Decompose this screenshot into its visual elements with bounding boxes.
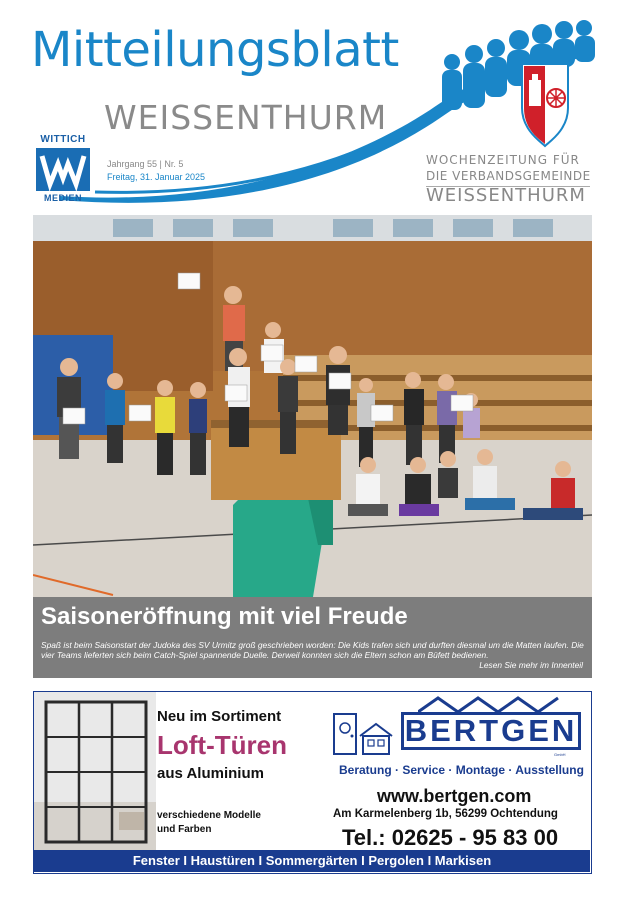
ad-address: Am Karmelenberg 1b, 56299 Ochtendung	[333, 808, 558, 820]
issue-date: Freitag, 31. Januar 2025	[107, 172, 206, 182]
loft-door-photo	[34, 692, 156, 850]
publisher-name-bottom: MEDIEN	[43, 193, 82, 203]
issue-number: Jahrgang 55 | Nr. 5	[107, 159, 184, 169]
weekly-label-line3: WEISSENTHURM	[426, 185, 586, 206]
cover-story-caption: Spaß ist beim Saisonstart der Judoka des SV Urmitz groß geschrieben worden: Die Kids trafen sich und durften diesmal um die Matten laufen. Die vier Teams lieferten sich beim Catch-Spiel spannende Duelle. Derweil konnten sich die Eltern schon am Büfett bedienen.	[41, 640, 584, 660]
coat-of-arms-icon	[519, 60, 571, 150]
masthead	[0, 0, 625, 215]
ad-phone: Tel.: 02625 - 95 83 00	[342, 825, 559, 850]
ad-new-label: Neu im Sortiment	[157, 708, 282, 725]
ad-colors-note: und Farben	[157, 824, 212, 835]
people-silhouette-icon	[436, 18, 596, 118]
weekly-label-line2: DIE VERBANDSGEMEINDE	[426, 169, 591, 183]
publisher-w-icon	[36, 148, 90, 191]
ad-footer-bar	[34, 850, 590, 872]
ad-product-name: Loft-Türen	[157, 730, 287, 760]
masthead-title: Mitteilungsblatt	[31, 22, 399, 78]
cover-story-headline: Saisoneröffnung mit viel Freude	[41, 603, 408, 630]
publisher-logo	[32, 133, 94, 205]
ad-material: aus Aluminium	[157, 765, 264, 782]
ad-brand-name: BERTGEN	[404, 713, 578, 748]
masthead-subtitle: WEISSENTHURM	[104, 98, 388, 137]
ad-services: Beratung · Service · Montage · Ausstellung	[339, 763, 584, 777]
door-and-house-icon	[332, 708, 396, 758]
ad-brand-logo	[401, 712, 581, 750]
ad-website: www.bertgen.com	[377, 786, 532, 806]
ad-footer-text: Fenster I Haustüren I Sommergärten I Pergolen I Markisen	[132, 853, 492, 868]
cover-photo	[33, 215, 592, 597]
weekly-label-line1: WOCHENZEITUNG FÜR	[426, 153, 580, 167]
advertisement	[33, 691, 592, 874]
ad-models-note: verschiedene Modelle	[157, 810, 261, 821]
cover-story-panel	[33, 597, 592, 678]
publisher-name-top: WITTICH	[40, 134, 86, 145]
read-more-note: Lesen Sie mehr im Innenteil	[479, 660, 583, 670]
ad-brand-suffix: GmbH	[554, 752, 566, 757]
